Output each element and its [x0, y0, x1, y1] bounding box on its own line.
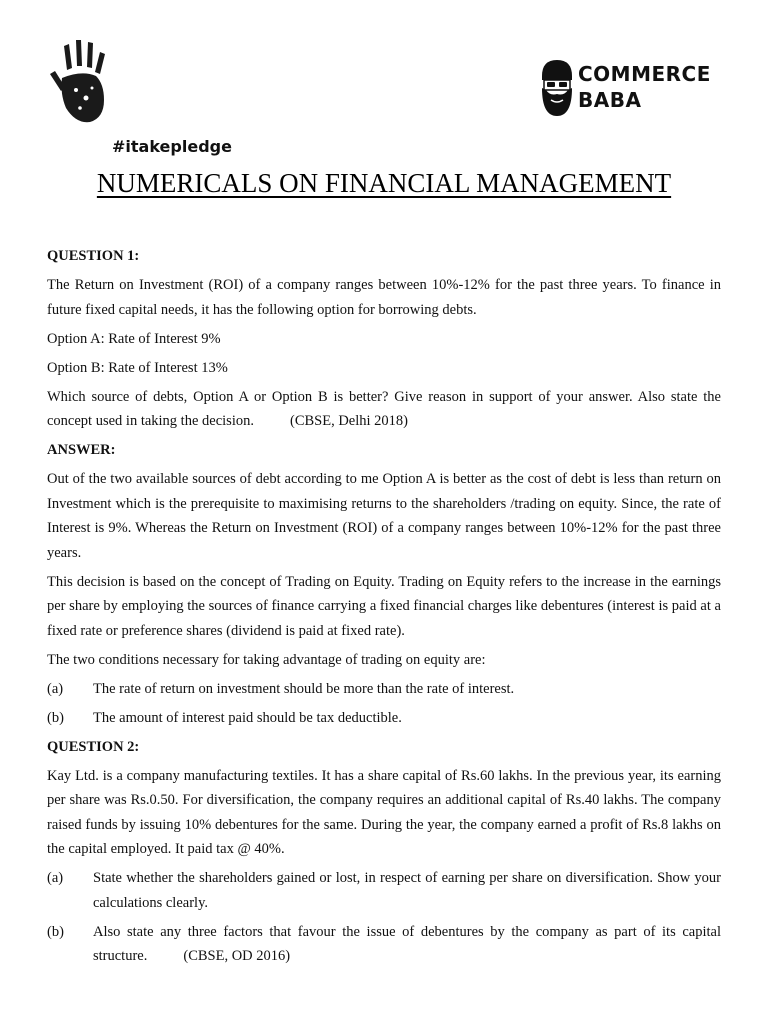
brand-name	[578, 61, 711, 113]
commerce-baba-logo	[536, 58, 736, 118]
question-2-item-b: (b) Also state any three factors that favour the issue of debentures by the company as part of its capital structure. (CBSE, OD 2016)	[47, 923, 721, 964]
answer-1-paragraph-2: This decision is based on the concept of Trading on Equity. Trading on Equity refers to the increase in the earnings per share by employing the sources of finance carrying a fixed financial charges like debentures (interest is paid at a fixed rate or preference shares (dividend is paid at fixed rate).	[47, 573, 721, 639]
question-1-text: The Return on Investment (ROI) of a company ranges between 10%-12% for the past three years. To finance in future fixed capital needs, it has the following option for borrowing debts.	[47, 277, 721, 318]
question-1-heading: QUESTION 1:	[47, 248, 140, 264]
answer-1-item-b: (b) The amount of interest paid should be tax deductible.	[47, 709, 402, 726]
brand-line-1: COMMERCE	[578, 62, 711, 86]
document-body	[47, 244, 721, 973]
brand-line-2: BABA	[578, 88, 642, 112]
hand-print-icon	[46, 38, 126, 130]
answer-1-heading: ANSWER:	[47, 442, 116, 458]
question-1-source: (CBSE, Delhi 2018)	[289, 413, 408, 429]
question-2-item-a: (a) State whether the shareholders gained or lost, in respect of earning per share on diversification. Show your calculations clearly.	[47, 870, 721, 911]
answer-1-item-a: (a) The rate of return on investment should be more than the rate of interest.	[47, 680, 515, 697]
question-1-prompt: Which source of debts, Option A or Option B is better? Give reason in support of your answer. Also state the concept used in taking the decision. (CBSE, Delhi 2018)	[47, 388, 721, 429]
pledge-logo	[46, 38, 246, 156]
question-2-source: (CBSE, OD 2016)	[183, 948, 291, 964]
question-2-text: Kay Ltd. is a company manufacturing textiles. It has a share capital of Rs.60 lakhs. In the previous year, its earning per share was Rs.0.50. For diversification, the company requires an additional capital of Rs.40 lakhs. The company raised funds by issuing 10% debentures for the same. During the year, the company earned a profit of Rs.8 lakhs on the capital employed. It paid tax @ 40%.	[47, 767, 721, 857]
question-1-option-b: Option B: Rate of Interest 13%	[47, 359, 228, 376]
bearded-face-icon	[536, 58, 578, 118]
question-2-heading: QUESTION 2:	[47, 738, 140, 755]
answer-1-paragraph-1: Out of the two available sources of debt according to me Option A is better as the cost of debt is less than return on Investment which is the prerequisite to maximising returns to the shareholders /trading on equity. Since, the rate of Interest is 9%. Whereas the Return on Investment (ROI) of a company ranges between 10%-12% for the past three years.	[47, 471, 721, 561]
answer-1-paragraph-3: The two conditions necessary for taking advantage of trading on equity are:	[47, 651, 486, 668]
hashtag-text: #itakepledge	[112, 137, 232, 156]
question-1-option-a: Option A: Rate of Interest 9%	[47, 330, 221, 347]
page-title: NUMERICALS ON FINANCIAL MANAGEMENT	[96, 168, 672, 198]
